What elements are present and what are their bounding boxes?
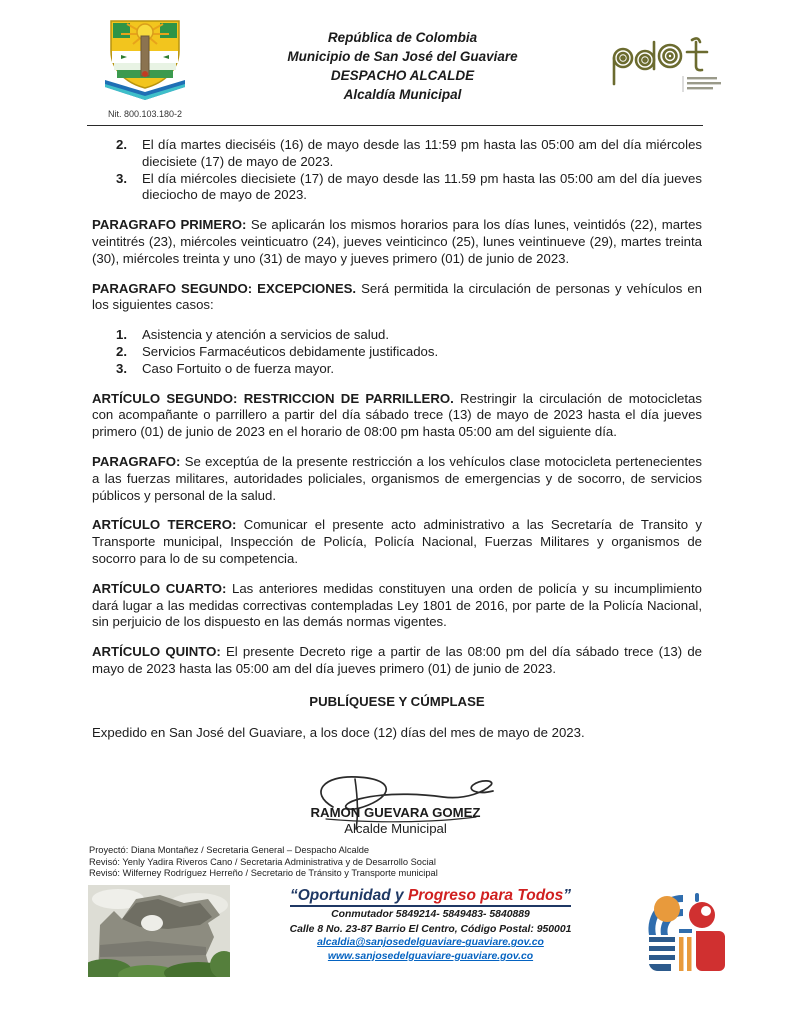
crest-block	[86, 18, 204, 119]
list-item	[116, 344, 702, 361]
signer-title: Alcalde Municipal	[344, 821, 447, 837]
credits-block	[0, 837, 791, 879]
item-text: Caso Fortuito o de fuerza mayor.	[142, 360, 335, 376]
slogan-close-quote: ”	[563, 886, 572, 904]
credit-line-proyecto: Proyectó: Diana Montañez / Secretaria General – Despacho Alcalde	[89, 845, 370, 856]
item-number: 2.	[116, 137, 127, 152]
list-item	[116, 137, 702, 171]
paragraph-label: ARTÍCULO CUARTO:	[92, 580, 227, 596]
header-line-republica: República de Colombia	[327, 30, 478, 45]
paragraph-label: PARAGRAFO:	[92, 453, 181, 469]
signature-block	[0, 767, 791, 837]
articulo-segundo	[92, 391, 702, 441]
credit-line-reviso-2: Revisó: Wilferney Rodríguez Herreño / Secretario de Tránsito y Transporte municipal	[89, 868, 438, 879]
schedule-list	[116, 137, 702, 204]
paragraph-label: PARAGRAFO SEGUNDO: EXCEPCIONES.	[92, 280, 357, 296]
paragrafo-segundo	[92, 281, 702, 315]
pdet-block	[601, 18, 731, 105]
nit-label: Nit. 800.103.180-2	[107, 109, 183, 119]
item-number: 2.	[116, 343, 127, 359]
header-line-alcaldia: Alcaldía Municipal	[343, 87, 462, 103]
paragraph-text: Restringir la circulación de motocicletas con acompañante o parrillero a partir del día sábado trece (13) de mayo de 2023 hasta el día jueves primero (01) de junio de 2023 en el horario de 08:00 pm hasta 05:00 am del siguiente día.	[92, 390, 702, 440]
coat-of-arms-icon	[97, 18, 193, 102]
articulo-tercero	[92, 517, 702, 567]
paragraph-text: Las anteriores medidas constituyen una orden de policía y su incumplimiento dará lugar a las medidas correctivas contempladas Ley 1801 de 2016, por parte de la Policía Nacional, sin perjuicio de los dispuesto en las demás normas vigentes.	[92, 580, 702, 630]
paragraph-text: Será permitida la circulación de personas y vehículos en los siguientes casos:	[92, 280, 702, 313]
pdet-logo-icon	[607, 32, 725, 100]
paragrafo-primero	[92, 217, 702, 267]
header-line-despacho: DESPACHO ALCALDE	[330, 68, 475, 84]
seal-block	[631, 885, 727, 978]
item-text: Servicios Farmacéuticos debidamente justificados.	[142, 343, 439, 359]
publish-heading: PUBLÍQUESE Y CÚMPLASE	[309, 693, 485, 709]
paragraph-text: Se aplicarán los mismos horarios para los días lunes, veintidós (22), martes veintitrés (23), miércoles veinticuatro (24), jueves veinticinco (25), lunes veintinueve (29), martes treinta (30), miércoles treinta y uno (31) de mayo y jueves primero (01) de junio de 2023.	[92, 217, 703, 266]
header-title	[204, 18, 601, 105]
paragraph-label: PARAGRAFO PRIMERO:	[92, 217, 247, 233]
item-number: 3.	[116, 360, 127, 376]
paragraph-text: Comunicar el presente acto administrativo a las Secretaría de Transito y Transporte municipal, Inspección de Policía, Policía Nacional, Fuerzas Militares y organismos de socorro para lo de su competencia.	[92, 517, 702, 566]
rock-formation-photo	[88, 885, 230, 977]
header-line-municipio: Municipio de San José del Guaviare	[287, 49, 518, 65]
articulo-cuarto	[92, 581, 702, 631]
item-number: 1.	[116, 327, 127, 343]
slogan-open-quote: “	[289, 886, 298, 904]
item-text: El día martes dieciséis (16) de mayo desde las 11:59 pm hasta las 05:00 am del día miércoles diecisiete (17) de mayo de 2023.	[142, 137, 702, 169]
footer-website-link[interactable]: www.sanjosedelguaviare-guaviare.gov.co	[327, 950, 534, 962]
list-item	[116, 171, 702, 205]
slogan-part1: Oportunidad y	[297, 886, 408, 904]
exceptions-list	[116, 327, 702, 377]
page-footer	[0, 880, 791, 978]
item-text: El día miércoles diecisiete (17) de mayo desde las 11.59 pm hasta las 05:00 am del día jueves dieciocho de mayo de 2023.	[142, 170, 702, 203]
decree-body	[0, 126, 791, 741]
municipal-seal-icon	[643, 889, 727, 973]
item-text: Asistencia y atención a servicios de salud.	[142, 327, 390, 343]
paragraph-label: ARTÍCULO TERCERO:	[92, 517, 237, 533]
footer-phone: Conmutador 5849214- 5849483- 5840889	[331, 909, 530, 921]
footer-address: Calle 8 No. 23-87 Barrio El Centro, Código Postal: 950001	[289, 923, 572, 935]
paragraph-text: El presente Decreto rige a partir de las 08:00 pm del día sábado trece (13) de mayo de 2023 hasta las 05:00 am del día jueves primero (01) de junio de 2023.	[92, 644, 702, 676]
articulo-quinto	[92, 644, 702, 678]
credit-line-reviso-1: Revisó: Yenly Yadira Riveros Cano / Secretaria Administrativa y de Desarrollo Social	[89, 856, 436, 867]
item-number: 3.	[116, 170, 127, 186]
paragraph-label: ARTÍCULO SEGUNDO: RESTRICCION DE PARRILLERO.	[92, 390, 454, 406]
footer-email-link[interactable]: alcaldia@sanjosedelguaviare-guaviare.gov.co	[317, 937, 544, 949]
issued-line: Expedido en San José del Guaviare, a los doce (12) días del mes de mayo de 2023.	[92, 724, 585, 740]
slogan	[290, 887, 571, 908]
footer-contact-block	[230, 885, 631, 964]
slogan-part2: Progreso para Todos	[407, 886, 564, 904]
page-header	[0, 0, 791, 119]
signer-name: RAMON GUEVARA GOMEZ	[310, 805, 481, 821]
paragraph-text: Se exceptúa de la presente restricción a los vehículos clase motocicleta pertenecientes a las fuerzas militares, autoridades policiales, organismos de emergencias y de socorro, de servicios públicos y personal de la salud.	[92, 453, 702, 503]
paragrafo-parrillero	[92, 454, 702, 504]
list-item	[116, 327, 702, 344]
list-item	[116, 361, 702, 378]
paragraph-label: ARTÍCULO QUINTO:	[92, 644, 221, 660]
